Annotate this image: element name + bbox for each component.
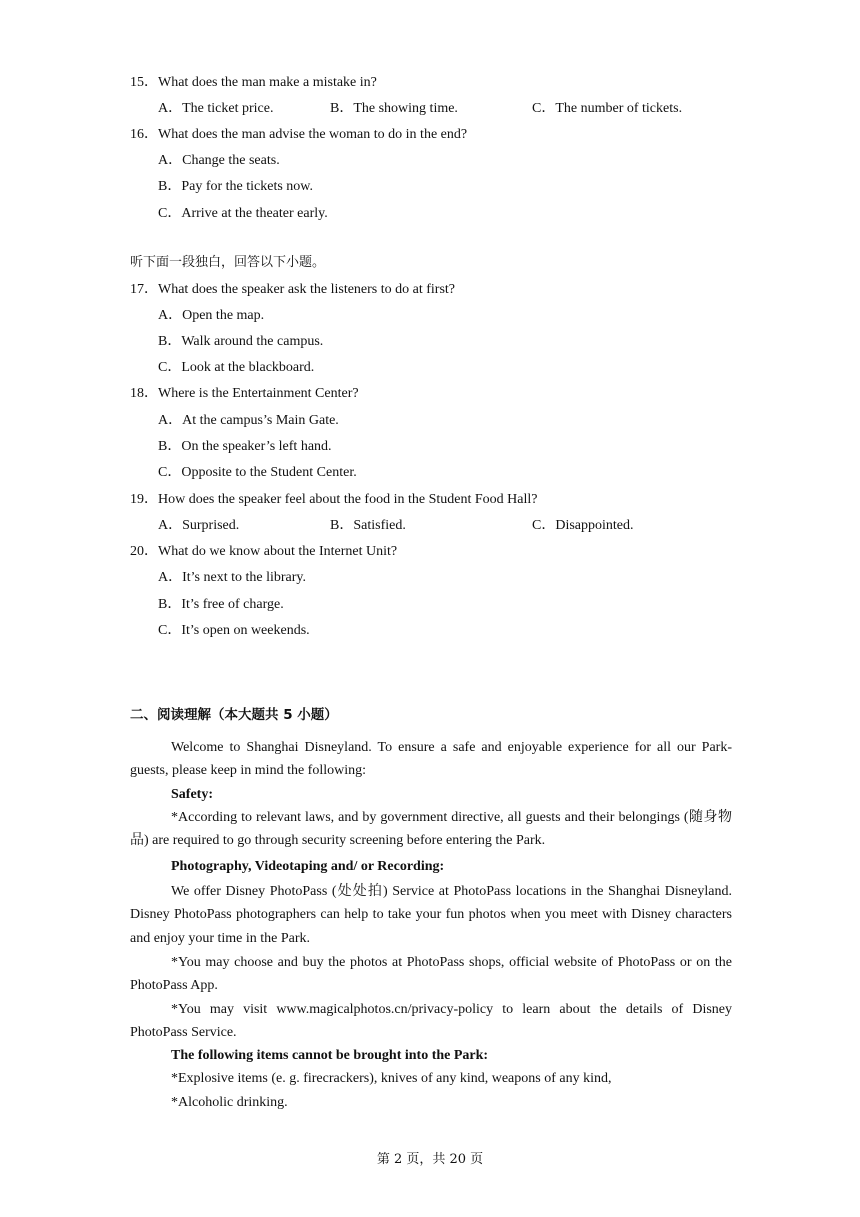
q19-option-a: A．Surprised. <box>158 518 240 533</box>
passage-intro: Welcome to Shanghai Disneyland. To ensure a safe and enjoyable experience for all our Park-guests, please keep in mind the following: <box>130 740 732 779</box>
q17-option-a: A．Open the map. <box>158 308 265 323</box>
question-16: 16．What does the man advise the woman to do in the end? <box>130 127 468 142</box>
q18-option-b: B．On the speaker’s left hand. <box>158 439 332 454</box>
q17-option-b: B．Walk around the campus. <box>158 334 324 349</box>
photography-heading: Photography, Videotaping and/ or Recording: <box>171 859 445 874</box>
photopass-text: We offer Disney PhotoPass (处处拍) Service at PhotoPass locations in the Shanghai Disneyland. Disney PhotoPass photographers can help to take your fun photos when you meet with Disney characters and enjoy your time in the Park. <box>130 884 732 946</box>
prohibited-items-heading: The following items cannot be brought into the Park: <box>171 1048 489 1063</box>
q19-option-b: B．Satisfied. <box>330 518 406 533</box>
q20-option-b: B．It’s free of charge. <box>158 597 284 612</box>
q15-option-a: A．The ticket price. <box>158 101 274 116</box>
q19-option-c: C．Disappointed. <box>532 518 634 533</box>
q20-option-c: C．It’s open on weekends. <box>158 623 310 638</box>
question-18: 18．Where is the Entertainment Center? <box>130 386 359 401</box>
question-17: 17．What does the speaker ask the listeners to do at first? <box>130 282 456 297</box>
question-20: 20．What do we know about the Internet Unit? <box>130 544 398 559</box>
q16-option-a: A．Change the seats. <box>158 153 280 168</box>
photopass-buy-text: *You may choose and buy the photos at PhotoPass shops, official website of PhotoPass or on the PhotoPass App. <box>130 955 732 994</box>
q18-option-a: A．At the campus’s Main Gate. <box>158 413 339 428</box>
monologue-instruction: 听下面一段独白，回答以下小题。 <box>130 255 326 270</box>
page-footer: 第 2 页，共 20 页 <box>376 1152 484 1167</box>
question-19: 19．How does the speaker feel about the food in the Student Food Hall? <box>130 492 538 507</box>
prohibited-item-1: *Explosive items (e. g. firecrackers), knives of any kind, weapons of any kind, <box>171 1071 612 1086</box>
section-title: 二、阅读理解（本大题共 5 小题） <box>130 707 338 723</box>
q15-option-b: B．The showing time. <box>330 101 458 116</box>
q17-option-c: C．Look at the blackboard. <box>158 360 315 375</box>
q16-option-c: C．Arrive at the theater early. <box>158 206 328 221</box>
safety-heading: Safety: <box>171 787 213 802</box>
safety-text: *According to relevant laws, and by government directive, all guests and their belongings (随身物品) are required to go through security screening before entering the Park. <box>130 810 732 849</box>
question-15: 15．What does the man make a mistake in? <box>130 75 377 90</box>
q15-option-c: C．The number of tickets. <box>532 101 683 116</box>
prohibited-item-2: *Alcoholic drinking. <box>171 1095 288 1110</box>
q16-option-b: B．Pay for the tickets now. <box>158 179 314 194</box>
q20-option-a: A．It’s next to the library. <box>158 570 307 585</box>
q18-option-c: C．Opposite to the Student Center. <box>158 465 357 480</box>
photopass-visit-text: *You may visit www.magicalphotos.cn/privacy-policy to learn about the details of Disney PhotoPass Service. <box>130 1002 732 1041</box>
